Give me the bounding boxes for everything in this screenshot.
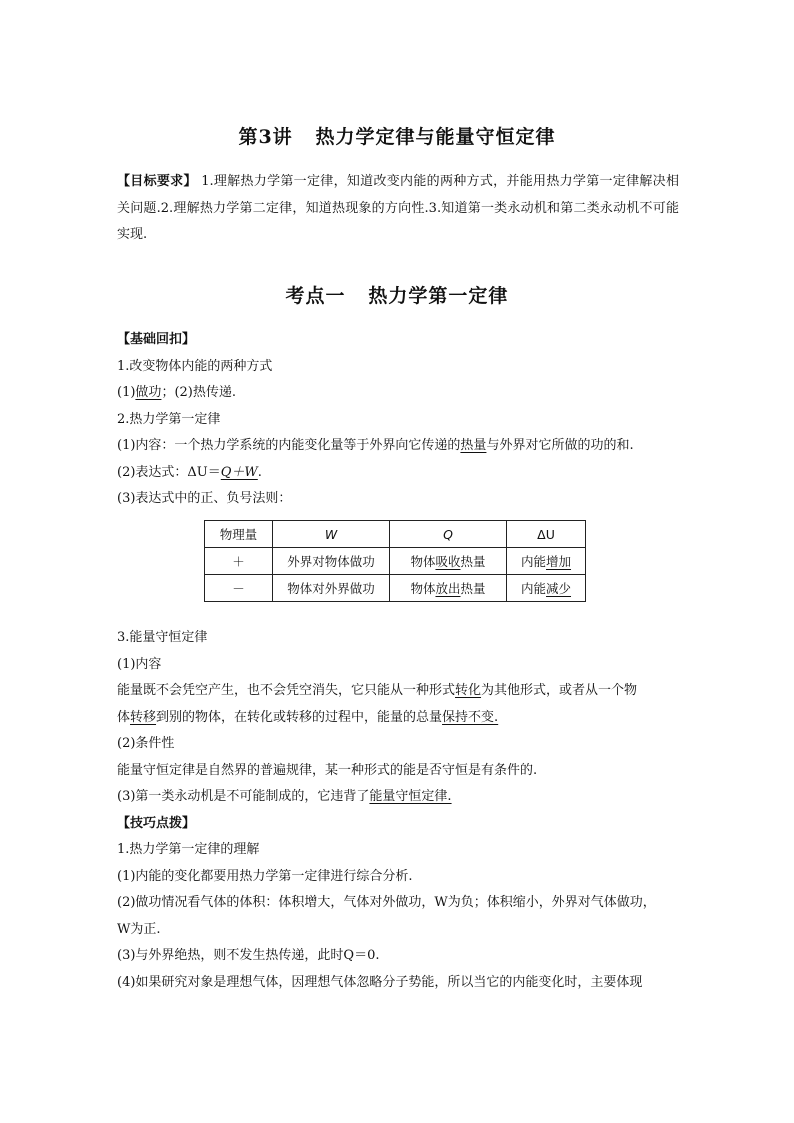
table-row [205, 548, 586, 575]
item1-prefix: (1) [117, 385, 136, 400]
tip-2-line1: (2)做功情况看气体的体积：体积增大，气体对外做功，W为负；体积缩小，外界对气体做功， [117, 895, 656, 910]
cell-text: 物体 [410, 581, 436, 596]
answer-conservation: 能量守恒定律. [369, 789, 452, 804]
table-header: 物理量 [205, 521, 273, 548]
text-span: 体 [117, 709, 131, 725]
cell-text: 物体 [410, 554, 436, 569]
table-header: ΔU [507, 521, 586, 548]
item3-sub1: (1)内容 [117, 656, 162, 672]
table-cell-du [507, 548, 586, 575]
item1-content [117, 380, 679, 407]
tips-tag: 【技巧点拨】 [117, 815, 196, 831]
item1-suffix: ；(2)热传递. [161, 385, 236, 400]
cell-text: 热量 [460, 581, 486, 596]
answer-decrease: 减少 [546, 581, 572, 596]
table-header-row [205, 521, 586, 548]
section-name: 热力学第一定律 [368, 285, 509, 307]
table-cell-sign: － [205, 575, 273, 602]
table-header: Q [390, 521, 507, 548]
section-label: 考点一 [285, 285, 346, 307]
page-title [0, 122, 794, 149]
tips-title: 1.热力学第一定律的理解 [117, 842, 260, 857]
text-span: (3)第一类永动机是不可能制成的，它违背了 [117, 789, 370, 804]
table-row [205, 575, 586, 602]
table-cell-du [507, 575, 586, 602]
sign-rule-table [204, 520, 586, 602]
tip-2-line2: W为正. [117, 921, 161, 937]
item3-line2 [117, 705, 679, 732]
goals-tag: 【目标要求】 [117, 174, 197, 189]
table-header: W [273, 521, 390, 548]
answer-work: 做功 [135, 385, 162, 400]
expr-suffix: . [257, 464, 262, 480]
table-cell-sign: ＋ [205, 548, 273, 575]
item2-content-a: (1)内容：一个热力学系统的内能变化量等于外界向它传递的 [117, 438, 461, 453]
item1-title: 1.改变物体内能的两种方式 [117, 358, 273, 374]
tip-1: (1)内能的变化都要用热力学第一定律进行综合分析. [117, 868, 413, 884]
table-cell-w: 外界对物体做功 [273, 548, 390, 575]
text-span: 能量既不会凭空产生，也不会凭空消失，它只能从一种形式 [117, 683, 456, 698]
cell-text: 内能 [520, 554, 546, 569]
answer-unchanged: 保持不变. [442, 709, 499, 725]
item3-sub2: (2)条件性 [117, 736, 175, 751]
answer-absorb: 吸收 [435, 554, 461, 569]
basics-tag: 【基础回扣】 [117, 332, 196, 347]
answer-convert: 转化 [455, 683, 482, 698]
cell-text: 内能 [520, 581, 546, 596]
item2-sign-rule: (3)表达式中的正、负号法则： [117, 491, 292, 506]
cell-text: 热量 [460, 554, 486, 569]
goals-text: 1.理解热力学第一定律，知道改变内能的两种方式，并能用热力学第一定律解决相关问题.2.理解热力学第二定律，知道热现象的方向性.3.知道第一类永动机和第二类永动机不可能实现. [117, 174, 679, 242]
section-title [0, 281, 794, 308]
tip-4: (4)如果研究对象是理想气体，因理想气体忽略分子势能，所以当它的内能变化时，主要体现 [117, 974, 643, 990]
lecture-title: 热力学定律与能量守恒定律 [315, 126, 556, 148]
item3-perpetual [117, 784, 679, 811]
item2-title: 2.热力学第一定律 [117, 411, 221, 427]
expr-prefix: (2)表达式：ΔU＝ [117, 464, 221, 480]
answer-increase: 增加 [546, 554, 572, 569]
lecture-number: 第3讲 [238, 126, 293, 148]
item2-content-b: 与外界对它所做的功的和. [486, 438, 634, 453]
item2-expression [117, 460, 679, 487]
text-span: 到别的物体，在转化或转移的过程中，能量的总量 [156, 709, 443, 725]
item3-condition: 能量守恒定律是自然界的普遍规律，某一种形式的能是否守恒是有条件的. [117, 762, 538, 778]
answer-formula: Q＋W [220, 464, 258, 480]
table-cell-q [390, 575, 507, 602]
answer-release: 放出 [435, 581, 461, 596]
table-cell-w: 物体对外界做功 [273, 575, 390, 602]
table-cell-q [390, 548, 507, 575]
item3-line1 [117, 678, 679, 705]
basics-section-bottom [117, 625, 679, 996]
tip-3: (3)与外界绝热，则不发生热传递，此时Q＝0. [117, 948, 380, 963]
text-span: 为其他形式，或者从一个物 [481, 683, 638, 698]
learning-goals [117, 169, 679, 249]
item3-title: 3.能量守恒定律 [117, 630, 208, 645]
basics-section-top [117, 327, 679, 513]
item2-content [117, 433, 679, 460]
answer-heat: 热量 [460, 438, 487, 453]
answer-transfer: 转移 [130, 709, 157, 725]
